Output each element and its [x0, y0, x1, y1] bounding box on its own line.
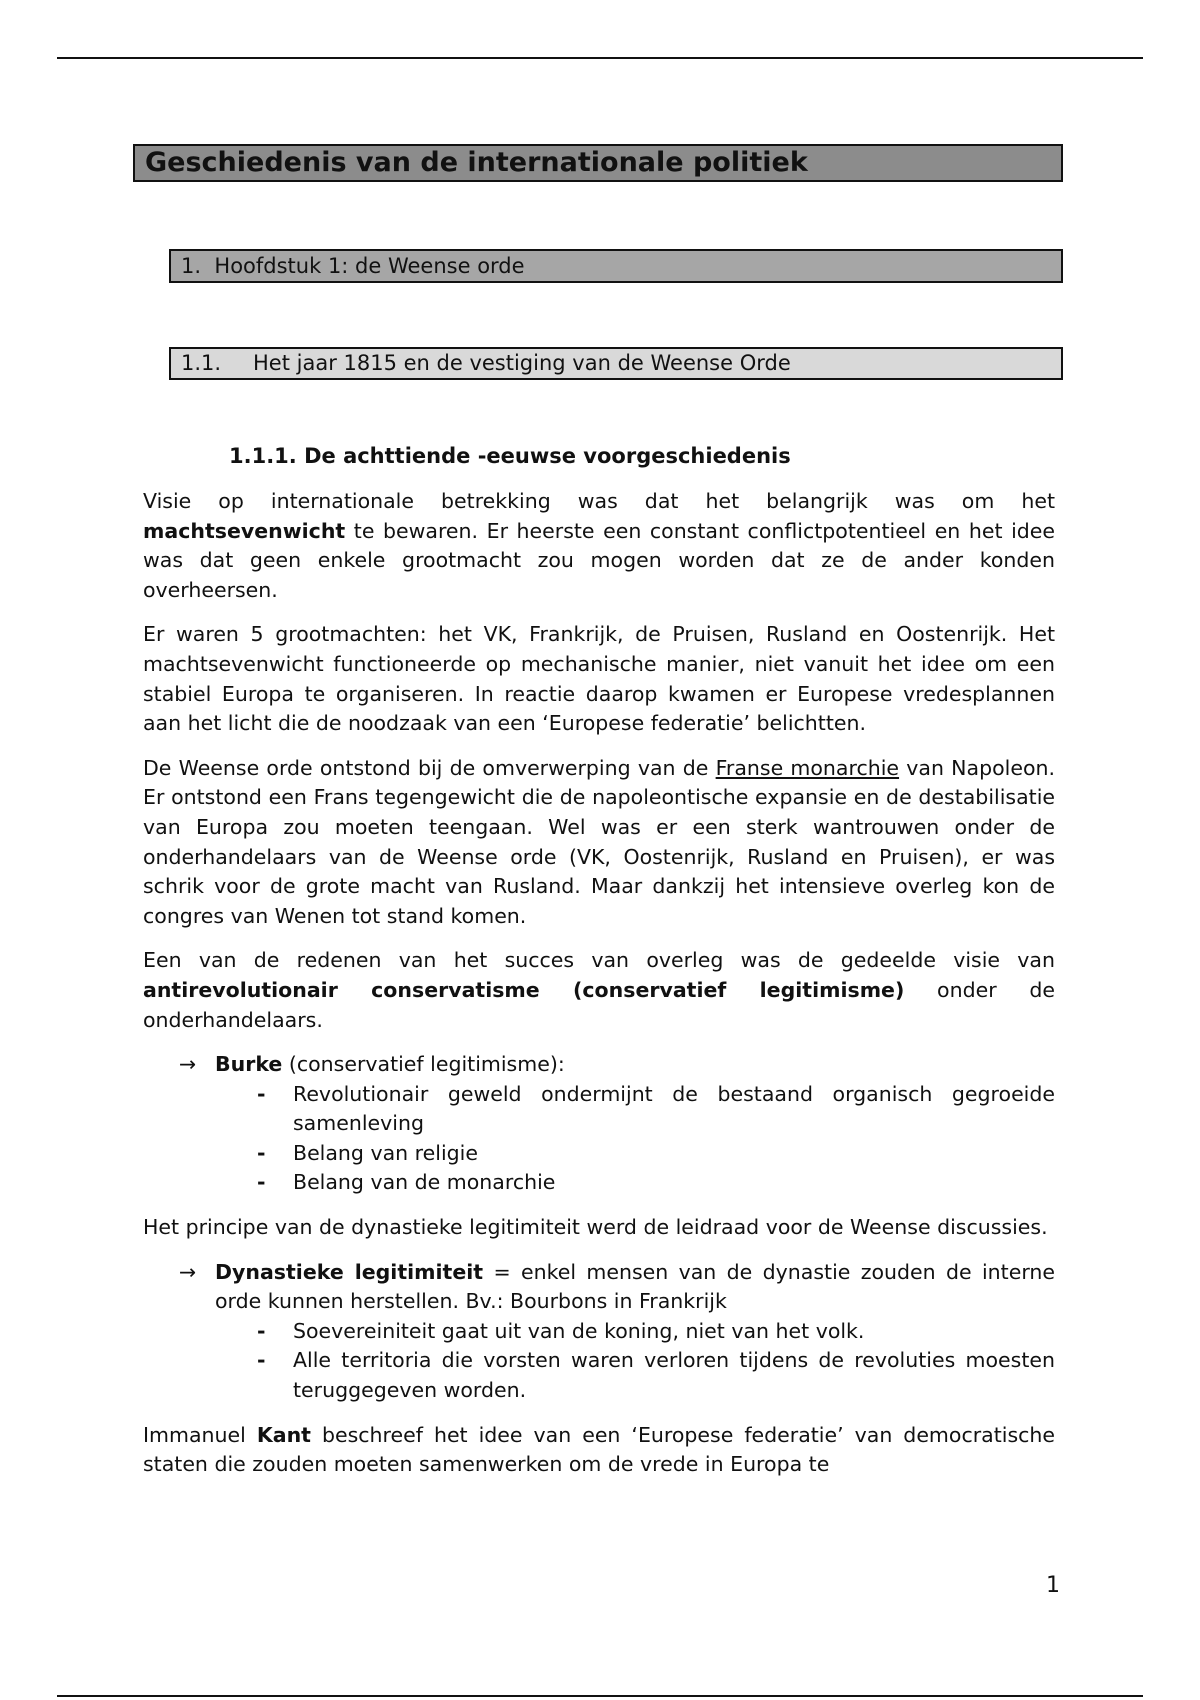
text-run: beschreef het idee van een ‘Europese federatie’ van democratische staten die zouden moeten samenwerken om de vrede in Europa te	[143, 1422, 1055, 1477]
body-text	[143, 487, 1055, 1495]
section-heading	[169, 347, 1063, 380]
chapter-heading	[169, 249, 1063, 283]
dynastic-description: = enkel mensen van de dynastie zouden de interne orde kunnen herstellen. Bv.: Bourbons in Frankrijk	[215, 1259, 1055, 1314]
text-run: te bewaren. Er heerste een constant conflictpotentieel en het idee was dat geen enkele grootmacht zou mogen worden dat ze de ander konden overheersen.	[143, 518, 1055, 602]
paragraph-kant	[143, 1421, 1055, 1480]
bold-term-conservatism: antirevolutionair conservatisme (conservatief legitimisme)	[143, 977, 905, 1002]
text-run: Een van de redenen van het succes van overleg was de gedeelde visie van	[143, 948, 1055, 973]
list-item	[257, 1080, 1055, 1139]
bold-term-machtsevenwicht: machtsevenwicht	[143, 518, 346, 543]
dash-bullet: -	[257, 1140, 266, 1165]
bold-term-kant: Kant	[256, 1422, 311, 1447]
dynastic-item	[143, 1258, 1055, 1317]
section-number: 1.1.	[181, 351, 222, 375]
list-item-text: Belang van religie	[293, 1140, 478, 1165]
underlined-term: Franse monarchie	[715, 755, 900, 780]
burke-list	[143, 1080, 1055, 1198]
text-run: onder de onderhandelaars.	[143, 977, 1055, 1032]
list-item	[257, 1168, 1055, 1198]
text-run: Immanuel	[143, 1422, 257, 1447]
burke-name: Burke	[215, 1052, 283, 1077]
paragraph-weense-orde	[143, 754, 1055, 932]
dash-bullet: -	[257, 1318, 266, 1343]
list-item-text: Belang van de monarchie	[293, 1170, 556, 1195]
text-run: Visie op internationale betrekking was dat het belangrijk was om het	[143, 489, 1055, 513]
dash-bullet: -	[257, 1348, 266, 1373]
paragraph-dynastic-principle: Het principe van de dynastieke legitimiteit werd de leidraad voor de Weense discussies.	[143, 1215, 1048, 1240]
paragraph-balance-of-power	[143, 487, 1055, 605]
list-item	[257, 1139, 1055, 1169]
text-run: van Napoleon. Er ontstond een Frans tegengewicht die de napoleontische expansie en de destabilisatie van Europa zou moeten teengaan. Wel was er een sterk wantrouwen onder de onderhandelaars van de Weense orde (VK, Oostenrijk, Rusland en Pruisen), er was schrik voor de grote macht van Rusland. Maar dankzij het intensieve overleg kon de congres van Wenen tot stand komen.	[143, 755, 1055, 928]
dynastic-list	[143, 1317, 1055, 1406]
section-title: Het jaar 1815 en de vestiging van de Weense Orde	[253, 351, 791, 375]
burke-item	[143, 1050, 1055, 1080]
dash-bullet: -	[257, 1081, 266, 1106]
list-item-text: Alle territoria die vorsten waren verloren tijdens de revoluties moesten teruggegeven worden.	[293, 1348, 1055, 1403]
text-run: De Weense orde ontstond bij de omverwerping van de	[143, 755, 716, 780]
list-item-text: Revolutionair geweld ondermijnt de bestaand organisch gegroeide samenleving	[293, 1081, 1055, 1136]
paragraph-conservatism	[143, 946, 1055, 1035]
chapter-number: 1.	[181, 254, 202, 278]
burke-description: (conservatief legitimisme):	[282, 1052, 565, 1077]
page-number: 1	[1046, 1573, 1060, 1598]
header-rule	[57, 57, 1143, 59]
footer-rule	[57, 1695, 1143, 1697]
dash-bullet: -	[257, 1170, 266, 1195]
list-item	[257, 1346, 1055, 1405]
list-item-text: Soevereiniteit gaat uit van de koning, niet van het volk.	[293, 1318, 865, 1343]
chapter-title: Hoofdstuk 1: de Weense orde	[214, 254, 525, 278]
subsection-heading: 1.1.1. De achttiende -eeuwse voorgeschiedenis	[229, 444, 791, 468]
arrow-right-icon: →	[179, 1259, 197, 1284]
list-item	[257, 1317, 1055, 1347]
dynastic-term: Dynastieke legitimiteit	[215, 1259, 484, 1284]
paragraph-great-powers: Er waren 5 grootmachten: het VK, Frankrijk, de Pruisen, Rusland en Oostenrijk. Het machtsevenwicht functioneerde op mechanische manier, niet vanuit het idee om een stabiel Europa te organiseren. In reactie daarop kwamen er Europese vredesplannen aan het licht die de noodzaak van een ‘Europese federatie’ belichtten.	[143, 622, 1055, 736]
arrow-right-icon: →	[179, 1052, 197, 1077]
document-title: Geschiedenis van de internationale politiek	[133, 144, 1063, 182]
